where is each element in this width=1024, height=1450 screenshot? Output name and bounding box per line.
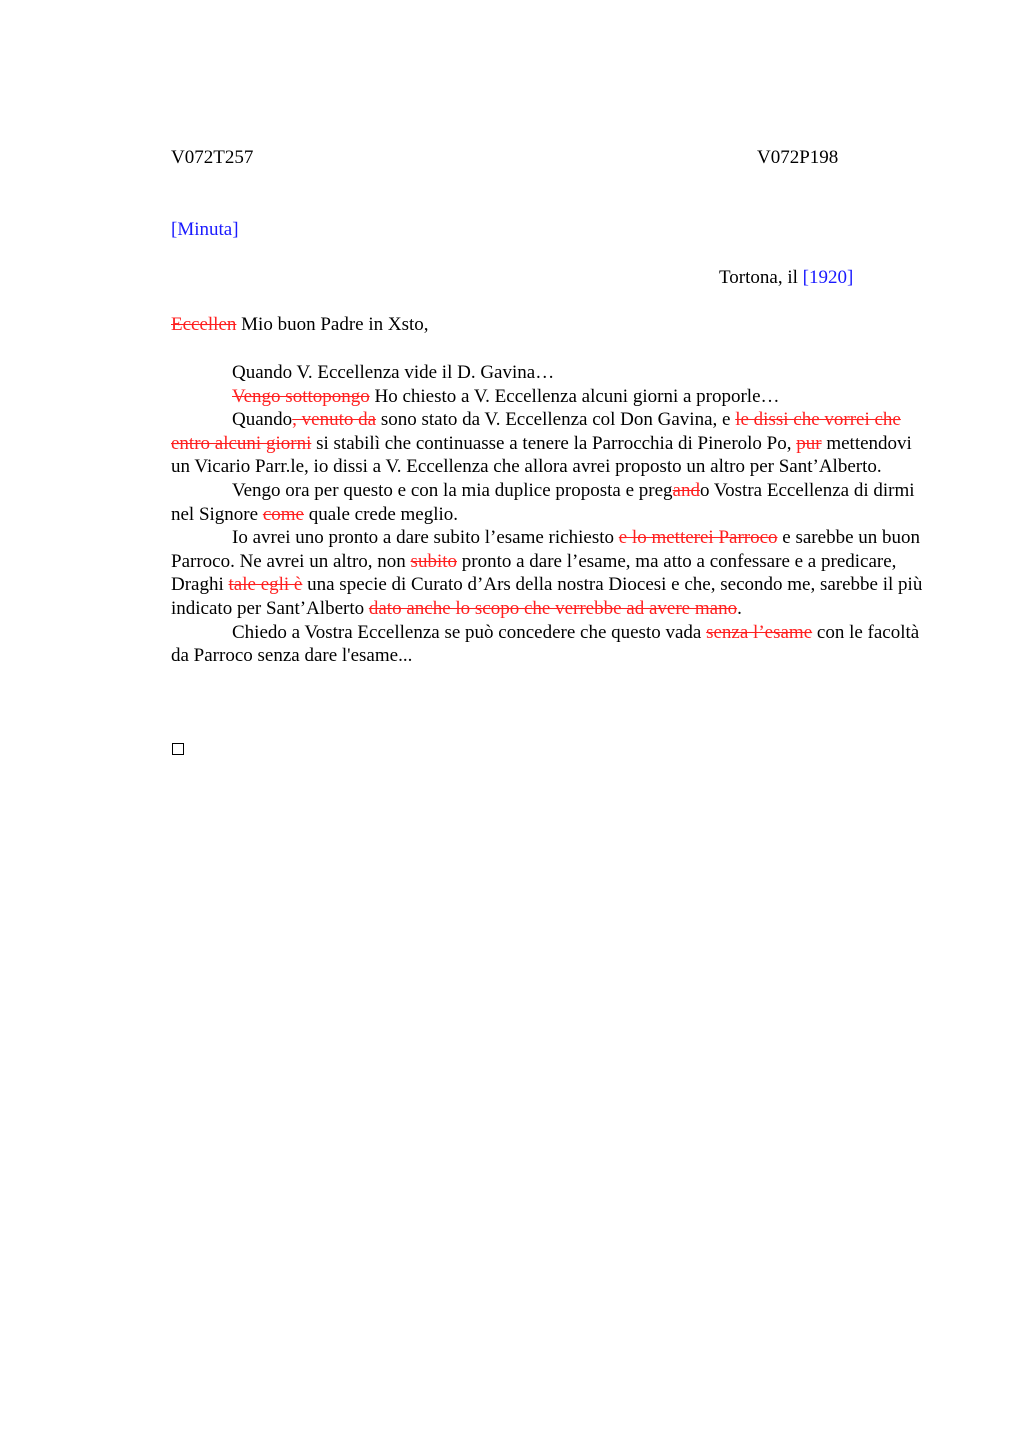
end-square-marker xyxy=(172,743,184,755)
salutation-text: Mio buon Padre in Xsto, xyxy=(236,314,429,335)
date-editorial: [1920] xyxy=(802,267,854,288)
paragraph-text: con le facoltà da Parroco senza dare l'esame... xyxy=(171,621,920,667)
minuta-label: [Minuta] xyxy=(171,219,239,240)
document-code-left: V072T257 xyxy=(171,147,254,168)
paragraph-text: mettendovi un Vicario Parr.le, io dissi a V. Eccellenza che allora avrei proposto un altro per Sant’Alberto. xyxy=(171,432,912,478)
paragraph-text: e sarebbe un buon Parroco. Ne avrei un altro, non xyxy=(171,527,921,572)
place-text: Tortona, il xyxy=(719,267,803,288)
document-code-right: V072P198 xyxy=(757,147,839,168)
paragraph-text: quale crede meglio. xyxy=(303,503,459,525)
deleted-text: tale egli è xyxy=(228,574,303,596)
paragraph-text: si stabilì che continuasse a tenere la Parrocchia di Pinerolo Po, xyxy=(311,432,797,454)
deleted-text: Eccellen xyxy=(171,314,237,335)
letter-body xyxy=(171,361,923,668)
deleted-text: subito xyxy=(410,550,457,572)
paragraph-text: Quando xyxy=(232,409,293,431)
paragraph-text: Quando V. Eccellenza vide il D. Gavina… xyxy=(232,362,555,383)
paragraph-text: pronto a dare l’esame, ma atto a confessare e a predicare, Draghi xyxy=(171,550,897,596)
deleted-text: , venuto da xyxy=(292,409,377,431)
deleted-text: pur xyxy=(796,432,822,454)
paragraph-6 xyxy=(171,621,923,668)
place-date-line xyxy=(719,266,853,290)
deleted-text: Vengo sottopongo xyxy=(232,385,370,407)
paragraph-text: Vengo ora per questo e con la mia duplice proposta e preg xyxy=(232,479,673,501)
salutation xyxy=(171,313,429,337)
paragraph-text: sono stato da V. Eccellenza col Don Gavina, e xyxy=(376,409,736,431)
paragraph-3 xyxy=(171,408,923,479)
paragraph-text: Chiedo a Vostra Eccellenza se può concedere che questo vada xyxy=(232,621,707,643)
paragraph-4 xyxy=(171,479,923,526)
paragraph-text: Io avrei uno pronto a dare subito l’esame richiesto xyxy=(232,527,619,549)
paragraph-text: . xyxy=(737,597,742,619)
deleted-text: and xyxy=(672,479,700,501)
paragraph-5 xyxy=(171,526,923,620)
deleted-text: e lo metterei Parroco xyxy=(618,527,778,549)
paragraph-1 xyxy=(171,361,923,385)
paragraph-text: o Vostra Eccellenza di dirmi nel Signore xyxy=(171,479,915,525)
deleted-text: senza l’esame xyxy=(706,621,813,643)
deleted-text: le dissi che vorrei che entro alcuni giorni xyxy=(171,409,901,454)
deleted-text: dato anche lo scopo che verrebbe ad avere mano xyxy=(368,597,738,619)
paragraph-text: una specie di Curato d’Ars della nostra Diocesi e che, secondo me, sarebbe il più indicato per Sant’Alberto xyxy=(171,574,923,619)
deleted-text: come xyxy=(262,503,304,525)
paragraph-2 xyxy=(171,385,923,409)
paragraph-text: Ho chiesto a V. Eccellenza alcuni giorni a proporle… xyxy=(369,385,780,407)
